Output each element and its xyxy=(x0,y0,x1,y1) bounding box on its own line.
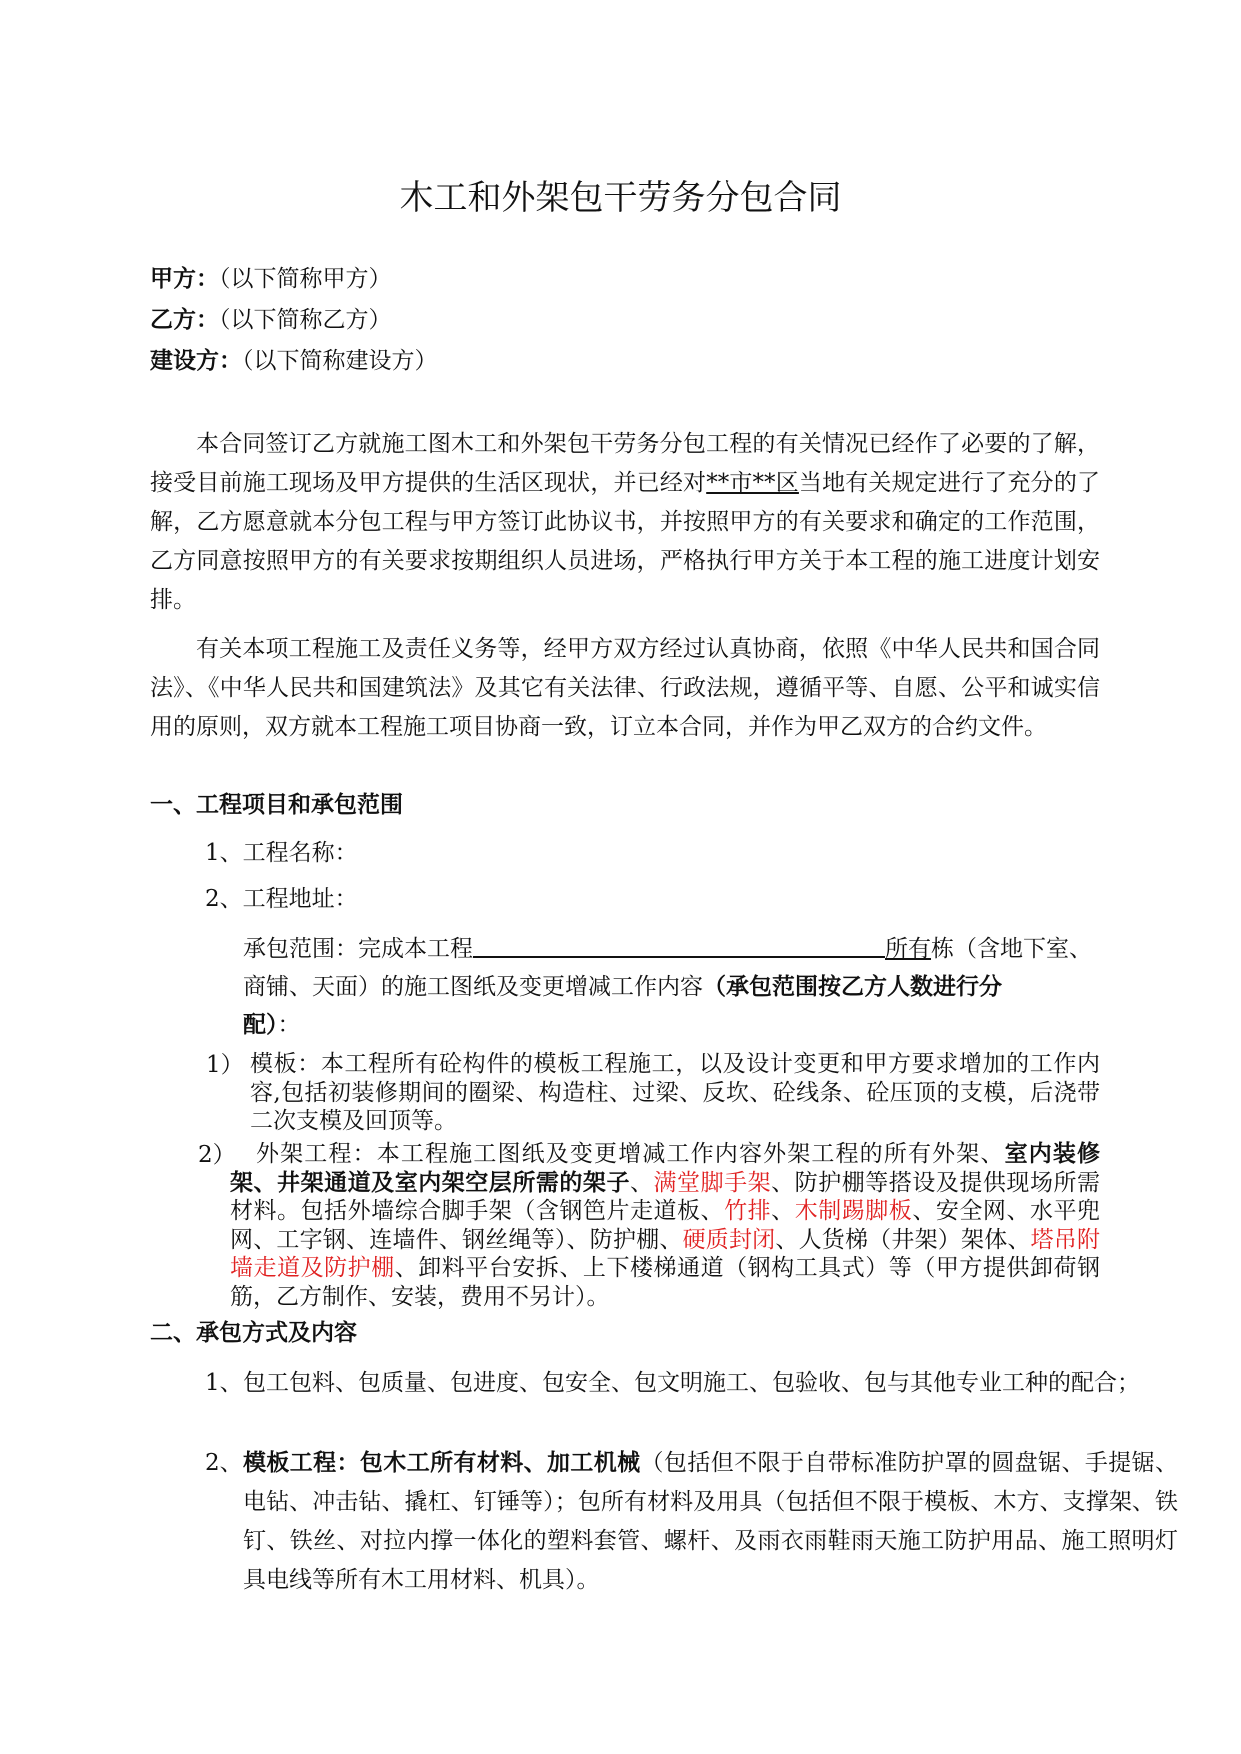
sub2-text-2: 、 xyxy=(629,1169,654,1196)
scope-text-c: 栋（含地下室、 xyxy=(931,936,1092,962)
sub-item-1-formwork: 模板：本工程所有砼构件的模板工程施工，以及设计变更和甲方要求增加的工作内容,包括初装修期间的圈梁、构造柱、过梁、反坎、砼线条、砼压顶的支模，后浇带二次支模及回顶等。 xyxy=(250,1051,1100,1134)
contract-mode-item-1: 包工包料、包质量、包进度、包安全、包文明施工、包验收、包与其他专业工种的配合； xyxy=(243,1370,1140,1396)
party-b-text: （以下简称乙方） xyxy=(219,307,392,333)
scope-line-2 xyxy=(243,972,1002,1002)
scope-line-3-end: ： xyxy=(277,1012,301,1038)
contract-mode-item-1-number: 1、 xyxy=(205,1370,243,1396)
document-title: 木工和外架包干劳务分包合同 xyxy=(399,178,842,218)
party-builder-text: （以下简称建设方） xyxy=(242,348,438,374)
party-a-label: 甲方： xyxy=(150,266,219,292)
intro-p1-place: **市**区 xyxy=(706,470,799,496)
sub-item-1-number: 1） xyxy=(206,1052,244,1078)
party-builder-label: 建设方： xyxy=(150,348,242,374)
section-1-heading: 一、工程项目和承包范围 xyxy=(150,792,403,818)
item-2-bold: 模板工程：包木工所有材料、加工机械 xyxy=(243,1450,641,1476)
project-address-item: 2、工程地址： xyxy=(205,886,358,912)
sub2-text-7: 、卸料平台安拆、上下楼梯通道（钢构工具式）等（甲方提供卸荷钢筋，乙方制作、安装，费用不另计）。 xyxy=(230,1255,1101,1310)
party-builder xyxy=(150,346,438,376)
project-name-item: 1、工程名称： xyxy=(205,840,358,866)
section-2-heading: 二、承包方式及内容 xyxy=(150,1320,357,1346)
party-b xyxy=(150,305,392,335)
scope-line-2-bold: （承包范围按乙方人数进行分 xyxy=(703,974,1002,1000)
scope-text-b: 所有 xyxy=(885,936,931,962)
intro-p1-text-a: 本合同签订乙方就施工图木工和外架包干劳务分包工程的有关情况已经作了必要的了解，接受目前施工现场及甲方提供的生活区现状，并已经对 xyxy=(150,431,1100,496)
sub2-red-3: 木制踢脚板 xyxy=(794,1198,913,1224)
sub2-bold-1: 室内装修架、井架通道及室内架空层所需的架子 xyxy=(230,1141,1101,1196)
item-2-text: （包括但不限于自带标准防护罩的圆盘锯、手提锯、电钻、冲击钻、撬杠、钉锤等）；包所有材料及用具（包括但不限于模板、木方、支撑架、铁钉、铁丝、对拉内撑一体化的塑料套管、螺杆、及雨衣雨鞋雨天施工防护用品、施工照明灯具电线等所有木工用材料、机具）。 xyxy=(243,1450,1179,1593)
scope-line-2-text: 商铺、天面）的施工图纸及变更增减工作内容 xyxy=(243,974,703,1000)
contract-mode-item-2 xyxy=(243,1444,1178,1600)
party-a-text: （以下简称甲方） xyxy=(219,266,392,292)
scope-line-3 xyxy=(243,1010,301,1040)
sub2-red-1: 满堂脚手架 xyxy=(653,1169,772,1196)
intro-paragraph-1 xyxy=(150,425,1100,620)
scope-text-a: 承包范围：完成本工程 xyxy=(243,936,473,962)
sub-item-2-number: 2） xyxy=(198,1142,236,1168)
party-b-label: 乙方： xyxy=(150,307,219,333)
sub2-text-3: 、防护棚等搭设及提供现场所需材料。包括外墙综合脚手架（含钢笆片走道板、 xyxy=(230,1169,1101,1224)
party-a xyxy=(150,264,392,294)
sub2-text-5: 、安全网、水平兜网、工字钢、连墙件、钢丝绳等）、防护棚、 xyxy=(230,1198,1101,1253)
contract-mode-item-2-number: 2、 xyxy=(205,1450,243,1476)
sub2-red-4: 硬质封闭 xyxy=(682,1226,776,1253)
scope-blank-field[interactable] xyxy=(473,934,885,958)
scope-line-1 xyxy=(243,934,1092,964)
sub2-red-5: 塔吊附墙走道及防护棚 xyxy=(230,1226,1101,1281)
sub2-text-1: 外架工程：本工程施工图纸及变更增减工作内容外架工程的所有外架、 xyxy=(256,1141,1005,1167)
sub2-red-2: 竹排 xyxy=(724,1198,772,1224)
sub2-text-6: 、人货梯（井架）架体、 xyxy=(775,1226,1031,1253)
sub2-text-4: 、 xyxy=(771,1198,795,1224)
sub-item-2-scaffolding xyxy=(230,1140,1100,1311)
intro-paragraph-2: 有关本项工程施工及责任义务等，经甲方双方经过认真协商，依照《中华人民共和国合同法》、《中华人民共和国建筑法》及其它有关法律、行政法规，遵循平等、自愿、公平和诚实信用的原则，双方就本工程施工项目协商一致，订立本合同，并作为甲乙双方的合约文件。 xyxy=(150,636,1100,740)
scope-line-3-bold: 配） xyxy=(243,1012,278,1038)
intro-p1-text-b: 当地有关规定进行了充分的了解，乙方愿意就本分包工程与甲方签订此协议书，并按照甲方的有关要求和确定的工作范围，乙方同意按照甲方的有关要求按期组织人员进场，严格执行甲方关于本工程的施工进度计划安排。 xyxy=(150,470,1101,613)
